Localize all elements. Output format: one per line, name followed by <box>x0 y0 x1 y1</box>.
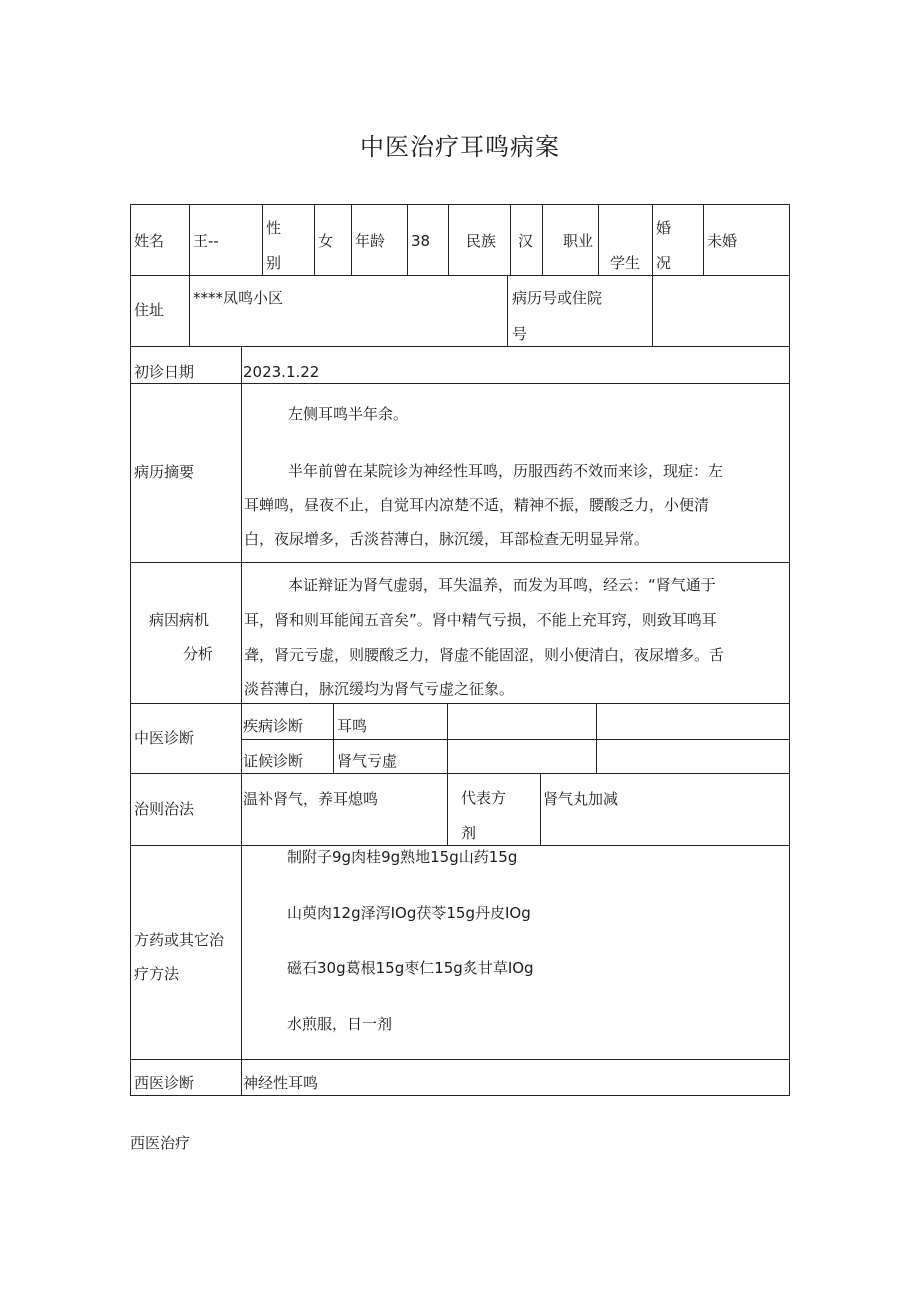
column-rule <box>241 346 242 1096</box>
column-rule <box>507 275 508 346</box>
row-rule <box>241 739 790 740</box>
address-value: ****凤鸣小区 <box>193 289 284 307</box>
pathogenesis-line: 聋，肾元亏虚，则腰酸乏力，肾虚不能固涩，则小便清白，夜尿增多。舌 <box>244 646 725 664</box>
row-rule <box>130 346 790 347</box>
age-value: 38 <box>411 232 431 250</box>
western-treatment-label: 西医治疗 <box>130 1134 191 1152</box>
ethnicity-label: 民族 <box>466 232 497 250</box>
row-rule <box>130 845 790 846</box>
first-visit-date: 2023.1.22 <box>243 363 320 381</box>
row-rule <box>130 703 790 704</box>
history-line: 左侧耳鸣半年余。 <box>288 405 409 423</box>
pathogenesis-line: 淡苔薄白，脉沉缓均为肾气亏虚之征象。 <box>244 680 515 698</box>
prescription-line: 磁石30g葛根15g枣仁15g炙甘草IOg <box>287 959 534 977</box>
row-rule <box>130 383 790 384</box>
formula-label: 剂 <box>461 824 477 842</box>
occupation-label: 职业 <box>563 232 594 250</box>
prescription-line: 水煎服，日一剂 <box>287 1015 393 1033</box>
prescription-label: 方药或其它治 <box>134 931 225 949</box>
disease-diagnosis-value: 耳鸣 <box>337 717 368 735</box>
treatment-value: 温补肾气，养耳熄鸣 <box>243 790 379 808</box>
column-rule <box>447 773 448 845</box>
formula-label: 代表方 <box>461 789 507 807</box>
row-rule <box>130 773 790 774</box>
row-rule <box>130 275 790 276</box>
column-rule <box>542 204 543 275</box>
syndrome-diagnosis-value: 肾气亏虚 <box>337 752 398 770</box>
record-number-label: 号 <box>512 325 528 343</box>
column-rule <box>130 204 131 1096</box>
column-rule <box>652 275 653 346</box>
column-rule <box>351 204 352 275</box>
first-visit-label: 初诊日期 <box>134 363 195 381</box>
history-line: 半年前曾在某院诊为神经性耳鸣，历服西药不效而来诊，现症：左 <box>288 462 724 480</box>
column-rule <box>189 204 190 275</box>
history-label: 病历摘要 <box>134 463 195 481</box>
syndrome-diagnosis-label: 证候诊断 <box>243 752 304 770</box>
sex-value: 女 <box>318 232 334 250</box>
pathogenesis-line: 本证辩证为肾气虚弱，耳失温养，而发为耳鸣，经云：“肾气通于 <box>288 576 716 594</box>
prescription-line: 制附子9g肉桂9g熟地15g山药15g <box>287 848 518 866</box>
occupation-value: 学生 <box>610 254 641 272</box>
row-rule <box>130 204 790 205</box>
column-rule <box>540 773 541 845</box>
sex-label: 性 <box>266 219 282 237</box>
column-rule <box>262 204 263 275</box>
formula-value: 肾气丸加减 <box>543 790 619 808</box>
history-line: 耳蝉鸣，昼夜不止，自觉耳内凉楚不适，精神不振，腰酸乏力，小便清 <box>244 496 710 514</box>
column-rule <box>189 275 190 346</box>
treatment-label: 治则治法 <box>134 800 195 818</box>
column-rule <box>703 204 704 275</box>
name-label: 姓名 <box>134 232 165 250</box>
column-rule <box>598 204 599 275</box>
column-rule <box>510 204 511 275</box>
column-rule <box>447 703 448 773</box>
row-rule <box>130 562 790 563</box>
pathogenesis-line: 耳，肾和则耳能闻五音矣”。肾中精气亏损，不能上充耳窍，则致耳鸣耳 <box>244 611 717 629</box>
western-diagnosis-label: 西医诊断 <box>134 1074 195 1092</box>
record-number-label: 病历号或住院 <box>512 289 603 307</box>
pathogenesis-label: 分析 <box>183 645 214 663</box>
column-rule <box>652 204 653 275</box>
tcm-diagnosis-label: 中医诊断 <box>134 729 195 747</box>
age-label: 年龄 <box>355 232 386 250</box>
row-rule <box>130 1059 790 1060</box>
pathogenesis-label: 病因病机 <box>149 611 210 629</box>
marital-label: 婚 <box>656 219 672 237</box>
disease-diagnosis-label: 疾病诊断 <box>243 717 304 735</box>
column-rule <box>407 204 408 275</box>
ethnicity-value: 汉 <box>518 232 534 250</box>
marital-label: 况 <box>656 254 672 272</box>
column-rule <box>596 703 597 773</box>
column-rule <box>314 204 315 275</box>
history-line: 白，夜尿增多，舌淡苔薄白，脉沉缓，耳部检查无明显异常。 <box>244 530 650 548</box>
column-rule <box>789 204 790 1096</box>
row-rule <box>130 1095 790 1096</box>
sex-label: 别 <box>266 254 282 272</box>
column-rule <box>333 703 334 773</box>
marital-value: 未婚 <box>707 232 738 250</box>
column-rule <box>448 204 449 275</box>
prescription-label: 疗方法 <box>134 965 180 983</box>
document-title: 中医治疗耳鸣病案 <box>360 133 560 161</box>
prescription-line: 山萸肉12g泽泻IOg茯苓15g丹皮IOg <box>287 904 531 922</box>
address-label: 住址 <box>134 301 165 319</box>
western-diagnosis-value: 神经性耳鸣 <box>243 1074 319 1092</box>
name-value: 王-- <box>193 232 219 250</box>
